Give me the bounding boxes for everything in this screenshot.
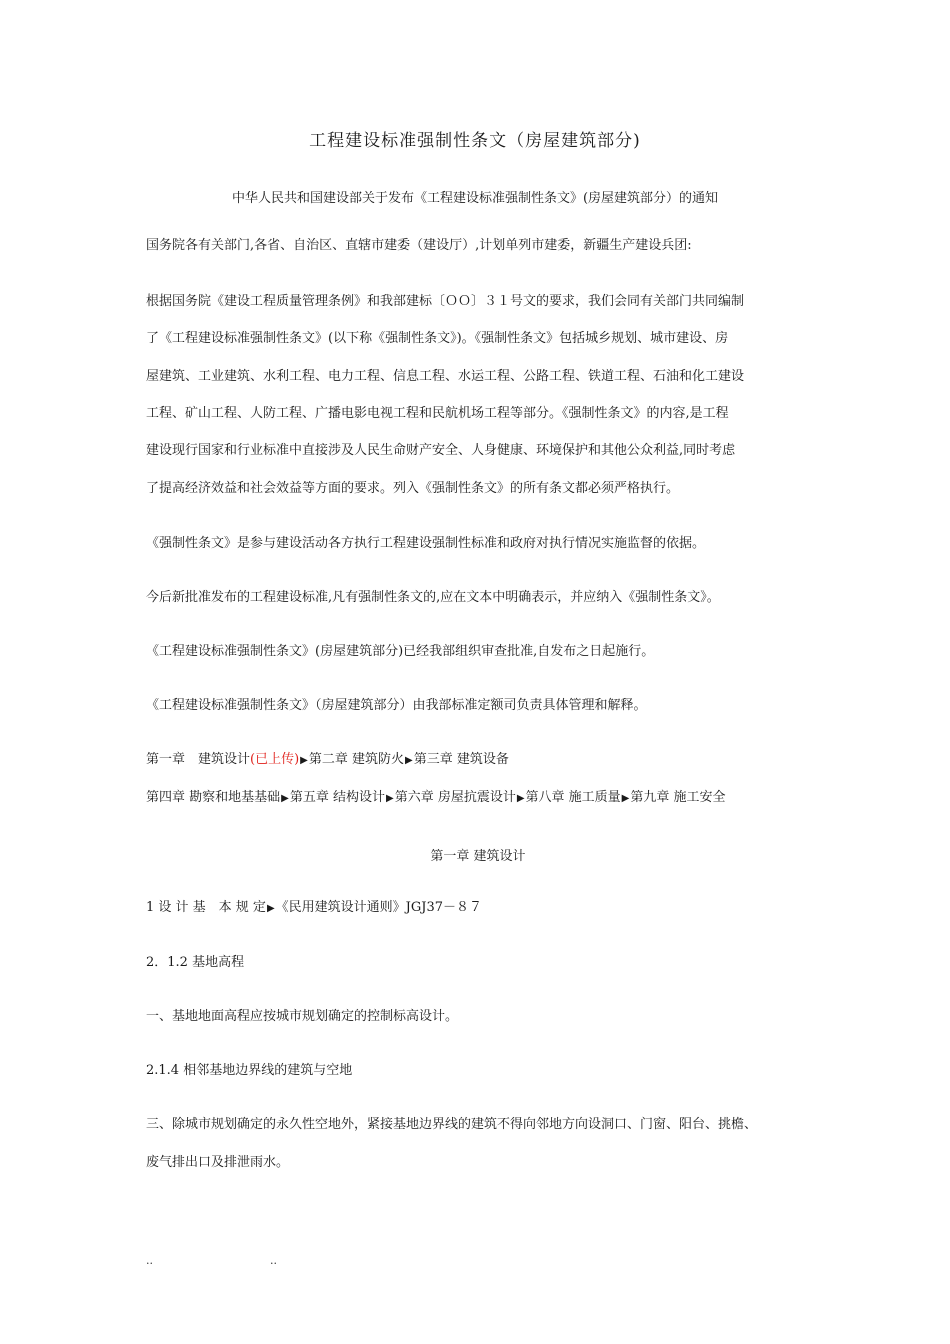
arrow-icon: ▶: [385, 793, 394, 804]
page-title: 工程建设标准强制性条文（房屋建筑部分): [309, 131, 641, 151]
addressee: 国务院各有关部门,各省、自治区、直辖市建委（建设厅）,计划单列市建委，新疆生产建设兵团:: [146, 238, 692, 253]
toc-link-chapter-5[interactable]: 第五章 结构设计: [289, 790, 385, 805]
arrow-icon: ▶: [266, 903, 275, 914]
toc-link-chapter-3[interactable]: 第三章 建筑设备: [413, 752, 509, 767]
section-2-1-2: 2．1.2 基地高程: [146, 955, 245, 970]
paragraph-3: 今后新批准发布的工程建设标准,凡有强制性条文的,应在文本中明确表示，并应纳入《强制性条文》。: [146, 590, 720, 605]
section-2-1-4: 2.1.4 相邻基地边界线的建筑与空地: [146, 1063, 353, 1078]
section-1-label: 1 设 计 基 本 规 定: [146, 900, 266, 915]
arrow-icon: ▶: [281, 793, 289, 804]
toc-link-chapter-4[interactable]: 第四章 勘察和地基基础: [146, 790, 281, 805]
paragraph-1-line: 工程、矿山工程、人防工程、广播电影电视工程和民航机场工程等部分。《强制性条文》的内容,是工程: [146, 406, 729, 421]
paragraph-4: 《工程建设标准强制性条文》(房屋建筑部分)已经我部组织审查批准,自发布之日起施行。: [146, 644, 655, 659]
footer-mark-right: ..: [270, 1254, 277, 1267]
paragraph-1-line: 了《工程建设标准强制性条文》(以下称《强制性条文》)。《强制性条文》包括城乡规划、城市建设、房: [146, 331, 729, 346]
item-3-line: 三、除城市规划确定的永久性空地外，紧接基地边界线的建筑不得向邻地方向设洞口、门窗、阳台、挑檐、: [146, 1117, 758, 1132]
arrow-icon: ▶: [516, 793, 525, 804]
arrow-icon: ▶: [621, 793, 630, 804]
notice-title: 中华人民共和国建设部关于发布《工程建设标准强制性条文》(房屋建筑部分）的通知: [231, 191, 719, 206]
toc-link-chapter-6[interactable]: 第六章 房屋抗震设计: [394, 790, 516, 805]
paragraph-1-line: 根据国务院《建设工程质量管理条例》和我部建标〔ＯＯ〕３１号文的要求，我们会同有关部门共同编制: [146, 294, 745, 309]
paragraph-1-line: 屋建筑、工业建筑、水利工程、电力工程、信息工程、水运工程、公路工程、铁道工程、石油和化工建设: [146, 369, 745, 384]
item-1: 一、基地地面高程应按城市规划确定的控制标高设计。: [146, 1009, 459, 1024]
item-3-line: 废气排出口及排泄雨水。: [146, 1155, 290, 1170]
uploaded-note: (已上传): [250, 752, 300, 767]
toc-link-chapter-2[interactable]: 第二章 建筑防火: [308, 752, 405, 767]
footer-mark-left: ..: [146, 1254, 153, 1267]
toc-row-2: [146, 790, 726, 807]
toc-link-chapter-8[interactable]: 第八章 施工质量: [525, 790, 621, 805]
section-1-heading: [146, 900, 482, 917]
arrow-icon: ▶: [405, 755, 413, 766]
paragraph-1-line: 建设现行国家和行业标准中直接涉及人民生命财产安全、人身健康、环境保护和其他公众利益,同时考虑: [146, 443, 736, 458]
paragraph-2: 《强制性条文》是参与建设活动各方执行工程建设强制性标准和政府对执行情况实施监督的依据。: [146, 536, 706, 551]
paragraph-5: 《工程建设标准强制性条文》（房屋建筑部分）由我部标准定额司负责具体管理和解释。: [146, 698, 647, 713]
toc-link-chapter-1[interactable]: 第一章 建筑设计: [146, 752, 251, 767]
section-1-standard: 《民用建筑设计通则》JGJ37－８７: [275, 900, 482, 915]
toc-link-chapter-9[interactable]: 第九章 施工安全: [630, 790, 726, 805]
toc-row-1: [146, 752, 509, 769]
arrow-icon: ▶: [300, 755, 308, 766]
chapter-heading: 第一章 建筑设计: [430, 849, 526, 864]
paragraph-1-line: 了提高经济效益和社会效益等方面的要求。列入《强制性条文》的所有条文都必须严格执行。: [146, 481, 680, 496]
